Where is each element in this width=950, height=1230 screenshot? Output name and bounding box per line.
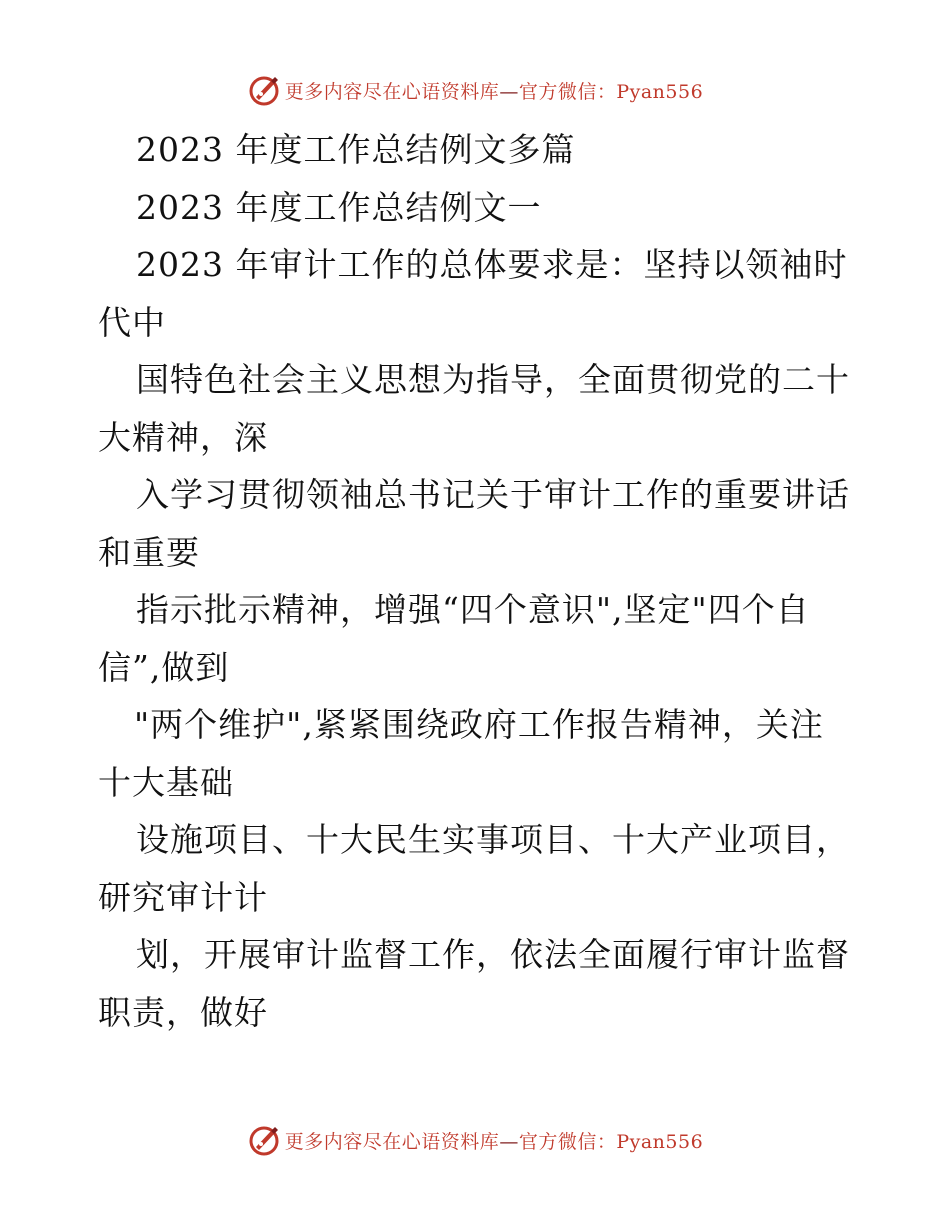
doc-line: 研究审计计 <box>98 877 268 917</box>
doc-subtitle: 2023 年度工作总结例文一 <box>136 187 542 227</box>
doc-line: 设施项目、十大民生实事项目、十大产业项目， <box>136 820 850 859</box>
watermark-site: 更多内容尽在心语资料库 <box>284 1130 500 1153</box>
doc-line: 和重要 <box>98 532 200 572</box>
header-watermark <box>0 70 950 110</box>
doc-line: 代中 <box>98 302 166 342</box>
watermark-site: 更多内容尽在心语资料库 <box>284 80 500 103</box>
doc-line: 划，开展审计监督工作，依法全面履行审计监督 <box>136 935 850 974</box>
doc-line: 指示批示精神，增强“四个意识",坚定"四个自 <box>136 590 810 629</box>
doc-line: 职责，做好 <box>98 992 268 1032</box>
doc-line: 2023 年审计工作的总体要求是：坚持以领袖时 <box>136 245 848 284</box>
doc-line: "两个维护",紧紧围绕政府工作报告精神，关注 <box>134 705 824 744</box>
watermark-wechat-id: Pyan556 <box>616 1130 704 1153</box>
doc-line: 入学习贯彻领袖总书记关于审计工作的重要讲话 <box>136 475 850 514</box>
pen-logo-icon <box>247 1123 281 1157</box>
watermark-dash: — <box>499 80 519 103</box>
doc-line: 国特色社会主义思想为指导，全面贯彻党的二十 <box>136 360 850 399</box>
pen-logo-icon <box>247 73 281 107</box>
footer-watermark <box>0 1120 950 1160</box>
doc-line: 大精神，深 <box>98 417 268 457</box>
watermark-dash: — <box>499 1130 519 1153</box>
document-body <box>98 121 858 1041</box>
doc-line: 十大基础 <box>98 762 234 802</box>
watermark-wechat-id: Pyan556 <box>616 80 704 103</box>
doc-line: 信”,做到 <box>98 647 230 687</box>
watermark-text <box>285 77 703 104</box>
watermark-wechat-label: 官方微信： <box>518 1130 617 1153</box>
watermark-text <box>285 1127 703 1154</box>
doc-title: 2023 年度工作总结例文多篇 <box>136 130 576 169</box>
watermark-wechat-label: 官方微信： <box>518 80 617 103</box>
